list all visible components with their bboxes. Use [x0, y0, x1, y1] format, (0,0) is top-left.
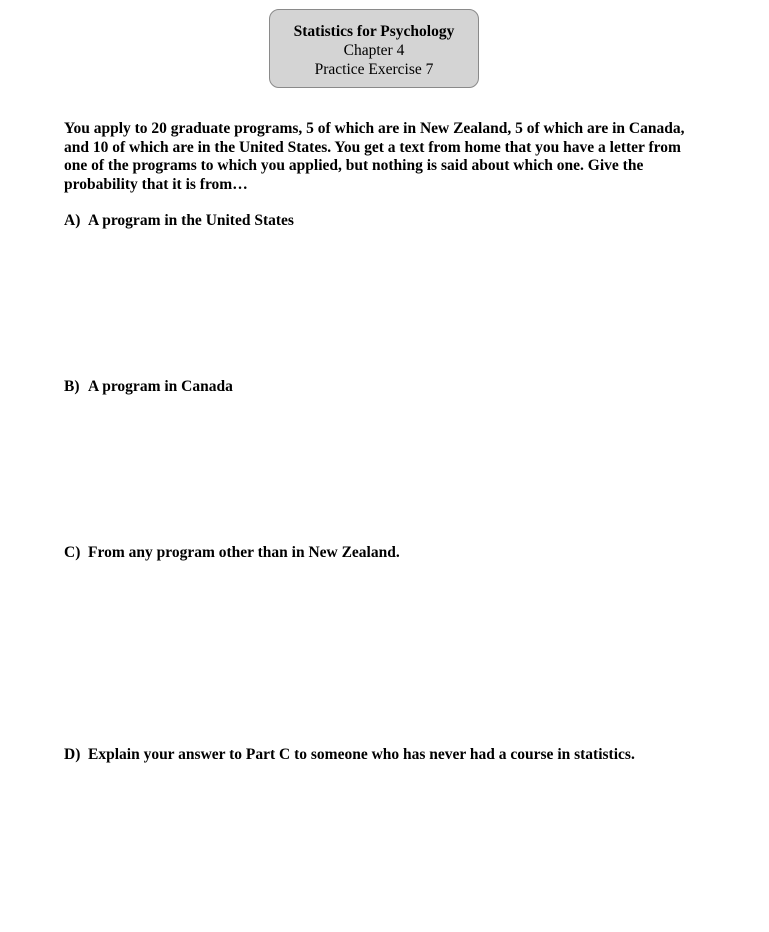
part-a [64, 211, 294, 230]
part-b-letter: B) [64, 378, 80, 395]
part-c-text: From any program other than in New Zealand. [88, 544, 400, 561]
course-title: Statistics for Psychology [293, 23, 455, 40]
chapter-label: Chapter 4 [343, 42, 405, 59]
part-d [64, 745, 635, 764]
part-c-letter: C) [64, 544, 81, 561]
part-b [64, 377, 233, 396]
part-a-letter: A) [64, 212, 81, 229]
exercise-label: Practice Exercise 7 [314, 61, 434, 78]
part-a-text: A program in the United States [88, 212, 294, 229]
part-b-text: A program in Canada [88, 378, 233, 395]
part-d-text: Explain your answer to Part C to someone who has never had a course in statistics. [88, 746, 635, 763]
part-d-letter: D) [64, 746, 81, 763]
question-stem: You apply to 20 graduate programs, 5 of which are in New Zealand, 5 of which are in Canada, and 10 of which are in the United States. You get a text from home that you have a letter from one of the programs to which you applied, but nothing is said about which one. Give the probability that it is from… [64, 120, 685, 193]
header-box [269, 9, 479, 88]
part-c [64, 543, 400, 562]
